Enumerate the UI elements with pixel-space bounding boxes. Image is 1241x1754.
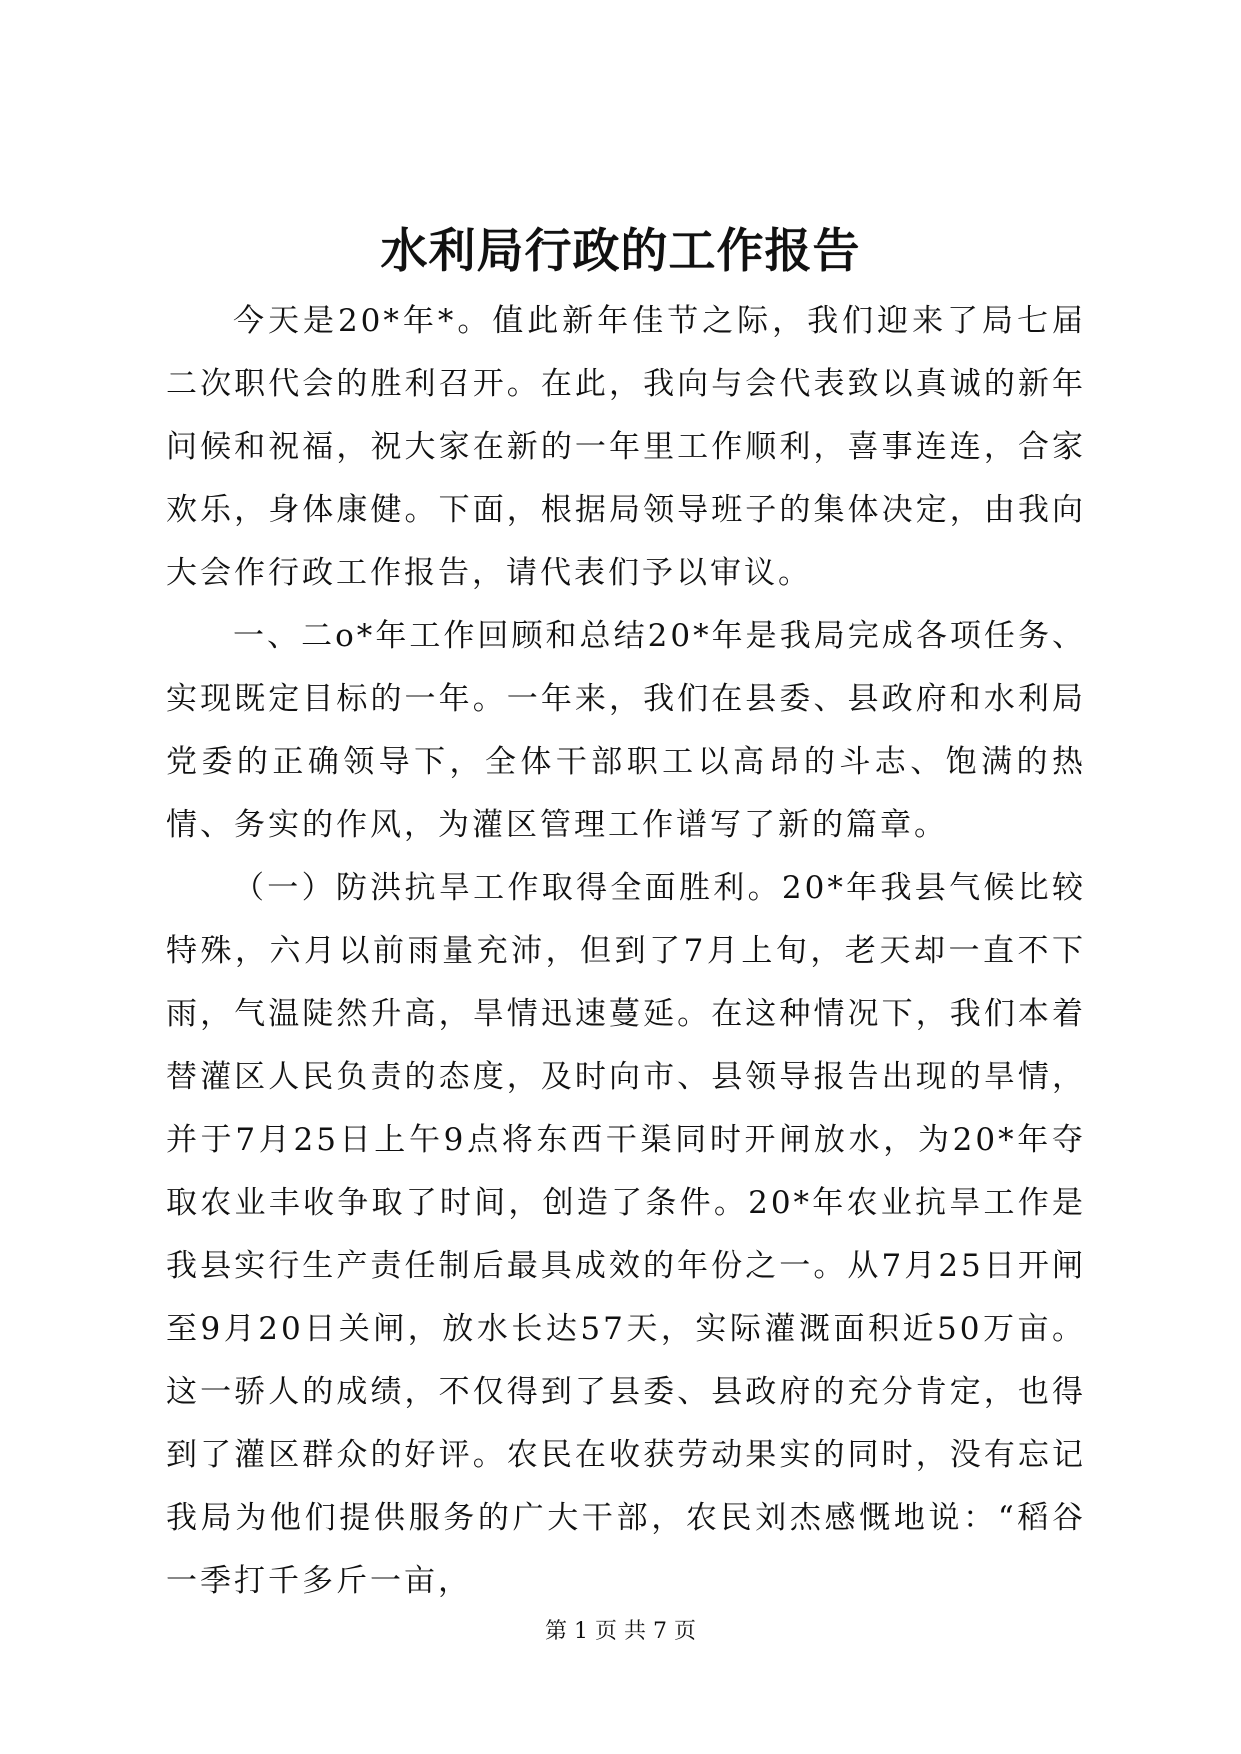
document-title: 水利局行政的工作报告 xyxy=(380,224,861,279)
paragraph: 一、二o*年工作回顾和总结20*年是我局完成各项任务、实现既定目标的一年。一年来，我们在县委、县政府和水利局党委的正确领导下，全体干部职工以高昂的斗志、饱满的热情、务实的作风，为灌区管理工作谱写了新的篇章。 xyxy=(166,618,1086,843)
document-body xyxy=(166,290,1086,1613)
paragraph: 今天是20*年*。值此新年佳节之际，我们迎来了局七届二次职代会的胜利召开。在此，我向与会代表致以真诚的新年问候和祝福，祝大家在新的一年里工作顺利，喜事连连，合家欢乐，身体康健。下面，根据局领导班子的集体决定，由我向大会作行政工作报告，请代表们予以审议。 xyxy=(166,303,1086,591)
paragraph: （一）防洪抗旱工作取得全面胜利。20*年我县气候比较特殊，六月以前雨量充沛，但到了7月上旬，老天却一直不下雨，气温陡然升高，旱情迅速蔓延。在这种情况下，我们本着替灌区人民负责的态度，及时向市、县领导报告出现的旱情，并于7月25日上午9点将东西干渠同时开闸放水，为20*年夺取农业丰收争取了时间，创造了条件。20*年农业抗旱工作是我县实行生产责任制后最具成效的年份之一。从7月25日开闸至9月20日关闸，放水长达57天，实际灌溉面积近50万亩。这一骄人的成绩，不仅得到了县委、县政府的充分肯定，也得到了灌区群众的好评。农民在收获劳动果实的同时，没有忘记我局为他们提供服务的广大干部，农民刘杰感慨地说：“稻谷一季打千多斤一亩， xyxy=(166,870,1086,1599)
page-footer: 第 1 页 共 7 页 xyxy=(545,1619,696,1644)
